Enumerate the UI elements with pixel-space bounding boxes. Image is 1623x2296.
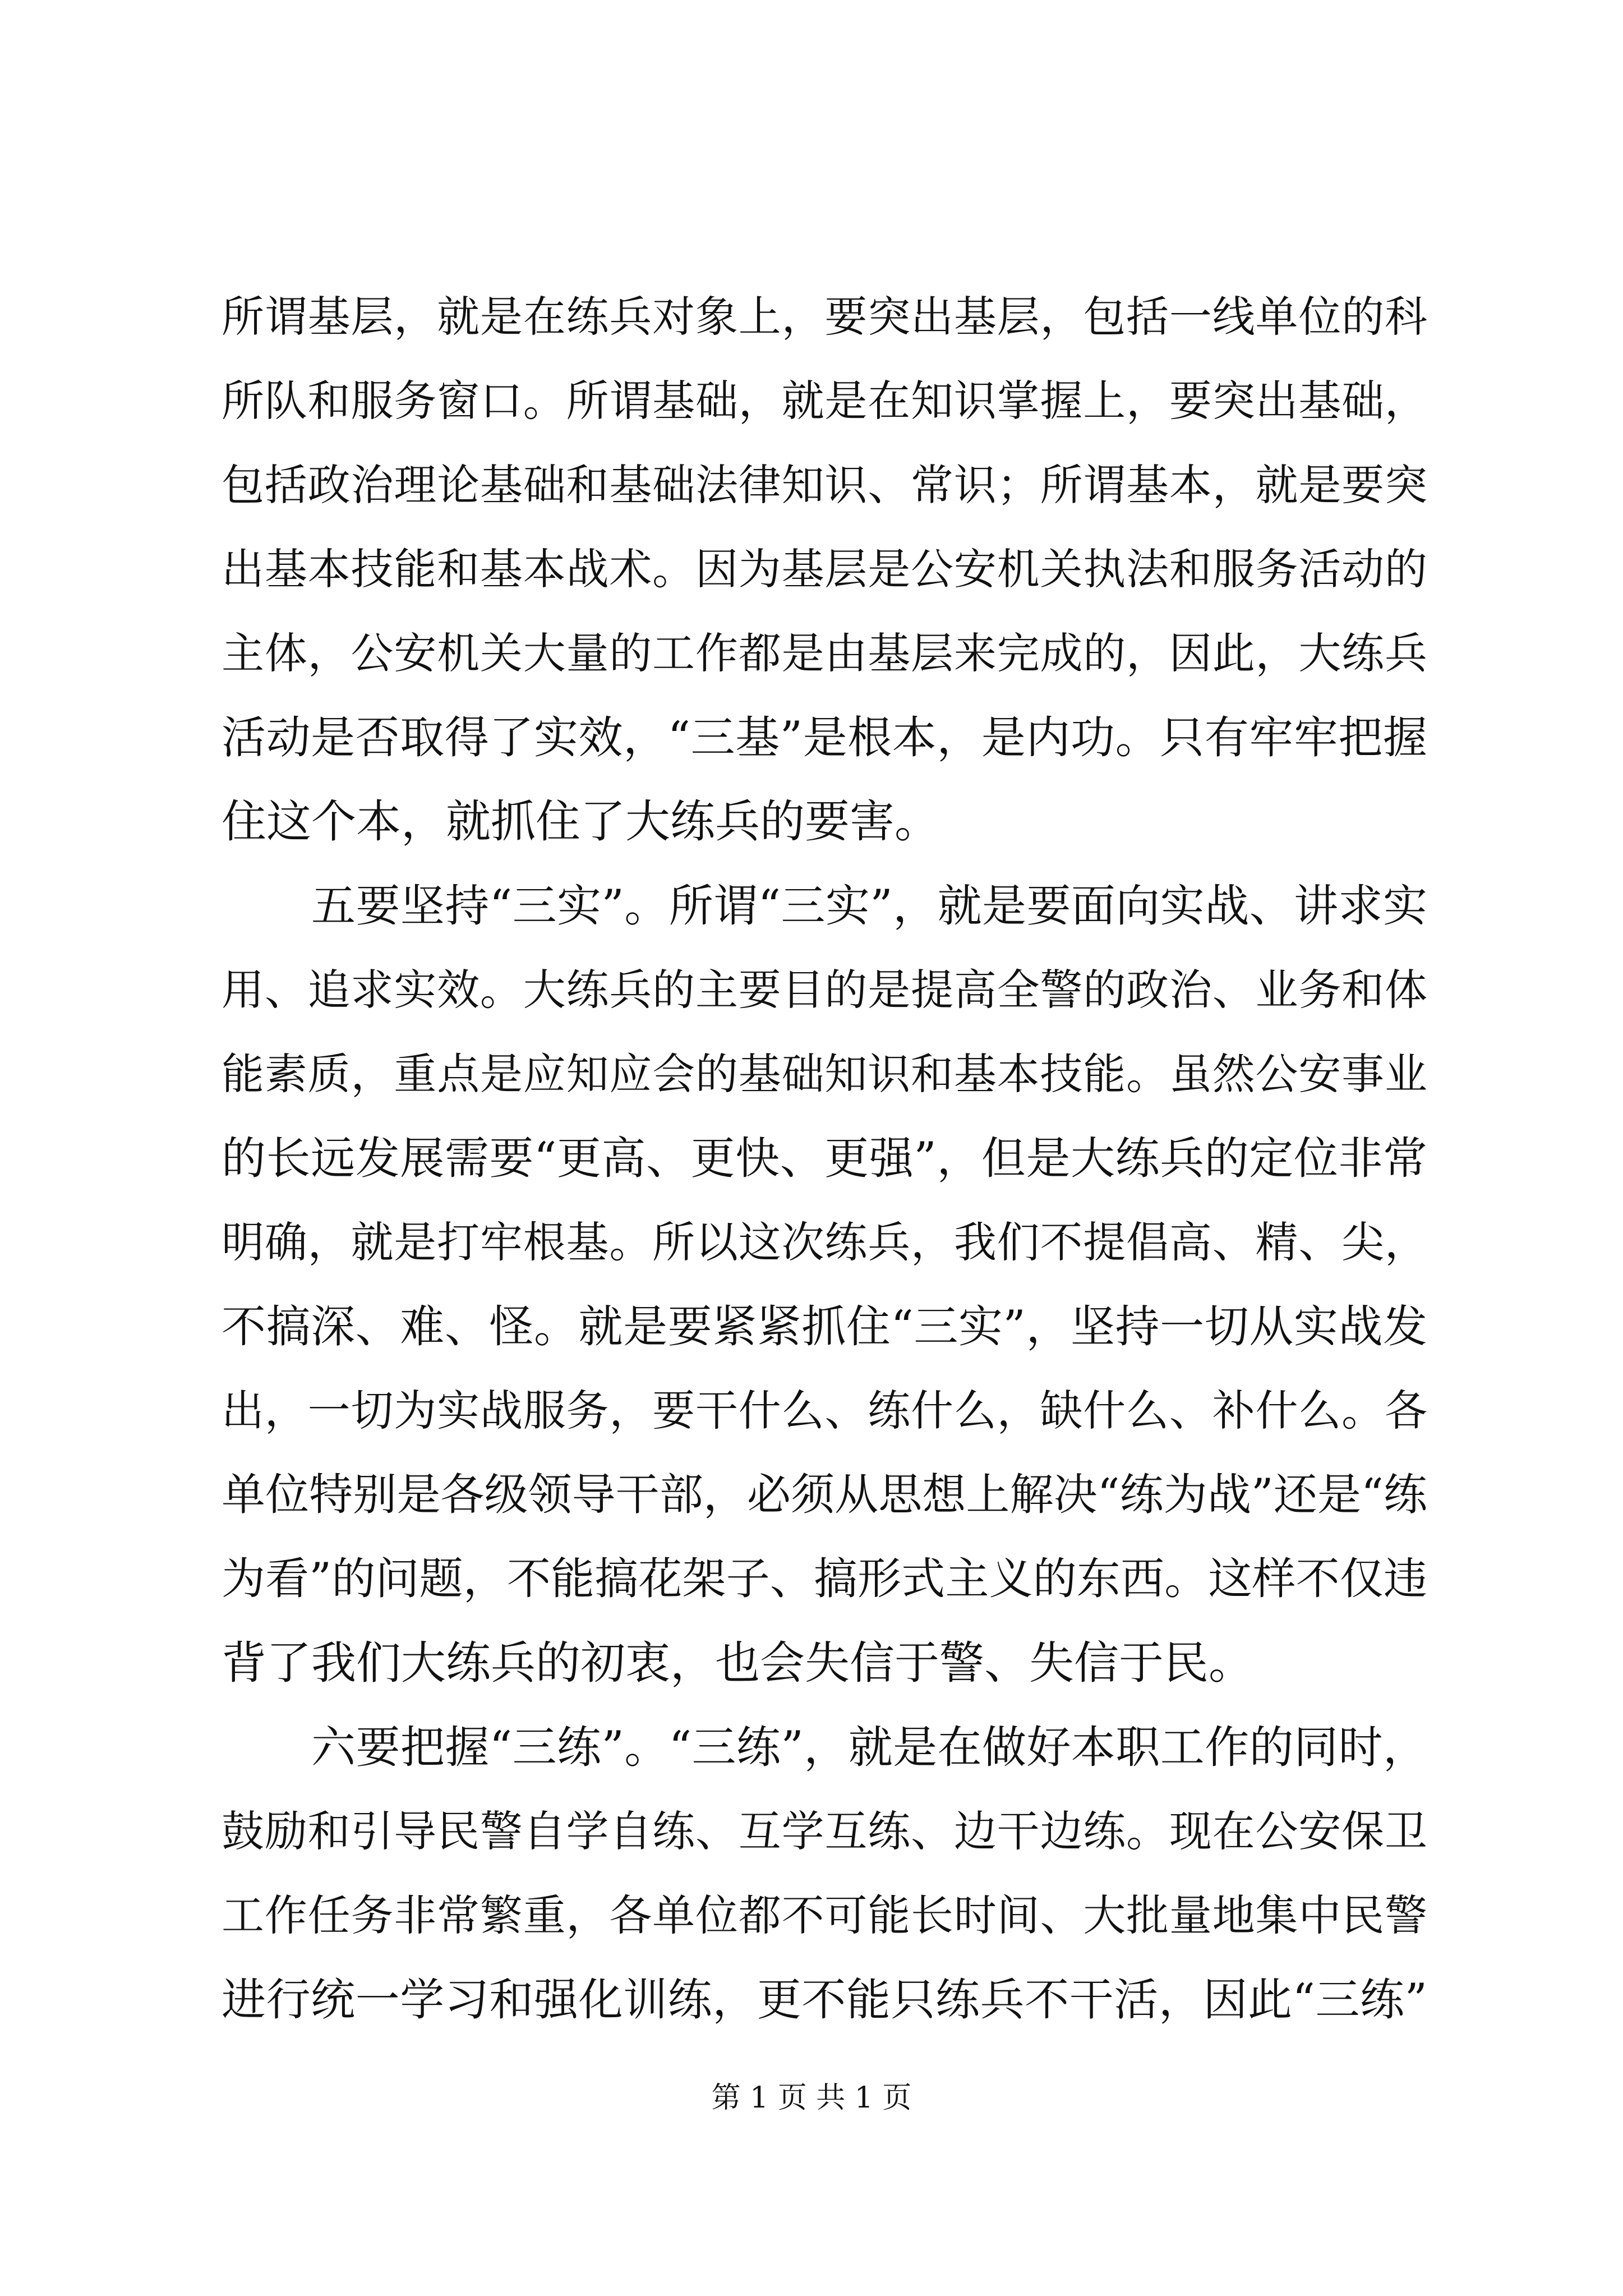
paragraph-2-line-5: 明确，就是打牢根基。所以这次练兵，我们不提倡高、精、尖， — [222, 1217, 1427, 1267]
paragraph-2-line-7: 出，一切为实战服务，要干什么、练什么，缺什么、补什么。各 — [222, 1386, 1427, 1435]
page-footer: 第 1 页 共 1 页 — [711, 2081, 912, 2115]
paragraph-2-line-1: 五要坚持“三实”。所谓“三实”，就是要面向实战、讲求实 — [311, 880, 1427, 932]
paragraph-1-line-7: 住这个本，就抓住了大练兵的要害。 — [222, 795, 939, 848]
paragraph-1-line-2: 所队和服务窗口。所谓基础，就是在知识掌握上，要突出基础， — [222, 376, 1427, 426]
paragraph-2-line-6: 不搞深、难、怪。就是要紧紧抓住“三实”，坚持一切从实战发 — [222, 1301, 1427, 1352]
paragraph-3-line-4: 进行统一学习和强化训练，更不能只练兵不干活，因此“三练” — [222, 1974, 1427, 2026]
paragraph-1-line-5: 主体，公安机关大量的工作都是由基层来完成的，因此，大练兵 — [222, 628, 1427, 678]
paragraph-2-line-4: 的长远发展需要“更高、更快、更强”，但是大练兵的定位非常 — [222, 1133, 1427, 1184]
paragraph-1-line-1: 所谓基层，就是在练兵对象上，要突出基层，包括一线单位的科 — [222, 292, 1427, 342]
paragraph-2-line-2: 用、追求实效。大练兵的主要目的是提高全警的政治、业务和体 — [222, 965, 1427, 1015]
paragraph-3-line-3: 工作任务非常繁重，各单位都不可能长时间、大批量地集中民警 — [222, 1890, 1427, 1940]
paragraph-2-line-10: 背了我们大练兵的初衷，也会失信于警、失信于民。 — [222, 1637, 1253, 1689]
paragraph-2-line-3: 能素质，重点是应知应会的基础知识和基本技能。虽然公安事业 — [222, 1049, 1427, 1099]
paragraph-2-line-8: 单位特别是各级领导干部，必须从思想上解决“练为战”还是“练 — [222, 1470, 1427, 1520]
paragraph-2-line-9: 为看”的问题，不能搞花架子、搞形式主义的东西。这样不仅违 — [222, 1554, 1427, 1604]
paragraph-3-line-2: 鼓励和引导民警自学自练、互学互练、边干边练。现在公安保卫 — [222, 1806, 1427, 1856]
paragraph-1-line-4: 出基本技能和基本战术。因为基层是公安机关执法和服务活动的 — [222, 544, 1427, 594]
paragraph-1-line-3: 包括政治理论基础和基础法律知识、常识；所谓基本，就是要突 — [222, 460, 1427, 510]
paragraph-3-line-1: 六要把握“三练”。“三练”，就是在做好本职工作的同时， — [311, 1722, 1427, 1773]
paragraph-1-line-6: 活动是否取得了实效，“三基”是根本，是内功。只有牢牢把握 — [222, 712, 1427, 763]
